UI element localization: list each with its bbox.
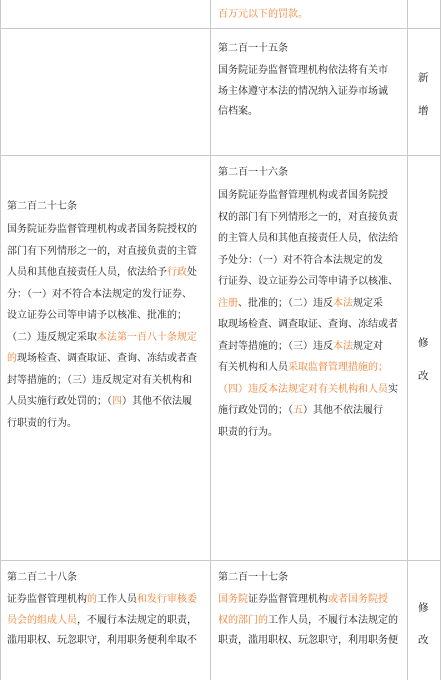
article-line xyxy=(218,422,398,444)
highlighted-change: 五 xyxy=(293,405,303,416)
row1-right-cell xyxy=(218,36,388,123)
article-line xyxy=(218,207,398,229)
text-segment: 工作人员，不履行本法规定的 xyxy=(268,614,398,626)
text-segment: 的主管人员和其他直接责任人员，依法给 xyxy=(218,233,398,244)
text-segment: 行证券、设立证券公司等申请予以核准、 xyxy=(218,276,398,287)
article-title: 第二百一十七条 xyxy=(218,572,288,583)
text-segment: 有关机构和人员 xyxy=(218,362,288,373)
article-line: 国务院证券监督管理机构依法将有关市 xyxy=(218,65,388,76)
article-line xyxy=(218,336,398,358)
article-line xyxy=(7,631,197,652)
article-line: 场主体遵守本法的情况纳入证券市场诚 xyxy=(218,85,388,97)
text-segment: 行职责的行为。 xyxy=(7,417,77,429)
highlighted-change: 的 xyxy=(87,594,97,605)
highlighted-change: 权的部门的 xyxy=(218,614,268,626)
highlighted-change: 本法第一百八十条规定 xyxy=(97,331,197,343)
article-line: 信档案。 xyxy=(218,106,258,117)
article-line xyxy=(218,590,398,611)
article-line xyxy=(218,379,398,401)
article-line xyxy=(7,413,197,435)
text-segment: 处 xyxy=(187,267,197,278)
column-divider-2 xyxy=(407,0,408,680)
article-title: 第二百一十六条 xyxy=(218,167,288,178)
highlighted-change: 本法 xyxy=(333,297,353,309)
article-line xyxy=(7,219,197,241)
article-line xyxy=(7,262,197,284)
text-segment: 职责，滥用职权、玩忽职守，利用职务便 xyxy=(218,635,398,646)
text-segment: 证券监督管理机构 xyxy=(7,594,87,605)
article-title: 第二百二十八条 xyxy=(7,572,77,583)
text-segment: 、批准的；（二）违反 xyxy=(238,297,333,309)
article-line xyxy=(218,228,398,250)
change-type-mark: 改 xyxy=(418,634,429,646)
change-type-mark: 新 xyxy=(418,72,429,84)
row-divider-2 xyxy=(0,155,441,156)
row-divider-1 xyxy=(0,28,441,29)
table-border-left xyxy=(0,0,1,680)
highlighted-change: 注册 xyxy=(218,297,238,309)
text-segment: 予处分：（一）对不符合本法规定的发 xyxy=(218,254,383,266)
text-segment: 职责的行为。 xyxy=(218,426,278,438)
text-segment: 国务院证券监督管理机构或者国务院授权的 xyxy=(7,224,197,235)
article-line xyxy=(218,185,398,207)
text-segment: 工作人员 xyxy=(97,594,137,605)
article-title: 第二百一十五条 xyxy=(218,43,288,54)
highlighted-change: 行政 xyxy=(167,267,187,278)
text-segment: 权的部门有下列情形之一的，对直接负责 xyxy=(218,211,398,223)
text-segment: （二）违反规定采取 xyxy=(7,331,97,343)
change-type-mark: 改 xyxy=(418,370,429,382)
text-segment: 部门有下列情形之一的，对直接负责的主管 xyxy=(7,245,197,257)
text-segment: 规定采 xyxy=(353,297,383,309)
row0-right-cell xyxy=(218,4,308,26)
row0-right-tail: 百万元以下的罚款。 xyxy=(218,9,308,20)
text-segment: 封等措施的；（三）违反规定对有关机构和 xyxy=(7,374,192,386)
text-segment: 查封等措施的；（三）违反 xyxy=(218,340,333,352)
row-divider-3 xyxy=(0,560,441,561)
row2-left-cell xyxy=(7,194,197,434)
article-line xyxy=(7,348,197,370)
highlighted-change: 本法 xyxy=(333,340,353,352)
change-type-mark: 修 xyxy=(418,337,429,349)
article-line xyxy=(7,590,197,611)
text-segment: 规定对 xyxy=(353,340,383,352)
article-line xyxy=(7,327,197,349)
text-segment: 证券监督管理机构 xyxy=(248,594,328,605)
row3-left-cell xyxy=(7,565,197,652)
article-title: 第二百二十七条 xyxy=(7,201,77,212)
highlighted-change: 的 xyxy=(7,353,17,364)
article-line xyxy=(218,271,398,293)
column-divider-1 xyxy=(210,0,211,680)
row2-right-cell xyxy=(218,160,398,443)
highlighted-change: 或者国务院授 xyxy=(328,594,388,605)
text-segment: 分：（一）对不符合本法规定的发行证券、 xyxy=(7,288,192,300)
highlighted-change: 采取监督管理措施的； xyxy=(288,362,388,373)
article-line xyxy=(7,611,197,632)
article-line xyxy=(7,305,197,327)
text-segment: 实 xyxy=(388,383,398,395)
text-segment: ）其他不依法履行 xyxy=(303,405,383,416)
text-segment: 设立证券公司等申请予以核准、批准的； xyxy=(7,310,187,321)
change-type-mark: 修 xyxy=(418,602,429,614)
article-line xyxy=(7,391,197,413)
article-line xyxy=(7,284,197,306)
article-line xyxy=(218,611,398,632)
article-line xyxy=(218,314,398,336)
text-segment: 施行政处罚的；（ xyxy=(218,405,293,416)
highlighted-change: 和发行审核委 xyxy=(137,594,197,605)
change-type-mark: 增 xyxy=(418,105,429,117)
text-segment: ）其他不依法履 xyxy=(122,396,192,407)
text-segment: 滥用职权、玩忽职守，利用职务便利牟取不 xyxy=(7,635,197,646)
highlighted-change: （四）违反本法规定对有关机构和人员 xyxy=(218,383,388,395)
highlighted-change: 四 xyxy=(112,396,122,407)
highlighted-change: 国务院 xyxy=(218,594,248,605)
article-line xyxy=(7,241,197,263)
highlighted-change: 员会的组成人员 xyxy=(7,614,77,626)
text-segment: 人员实施行政处罚的；（ xyxy=(7,396,112,407)
article-line xyxy=(7,370,197,392)
text-segment: 取现场检查、调查取证、查询、冻结或者 xyxy=(218,319,398,330)
row3-right-cell xyxy=(218,565,398,652)
article-line xyxy=(218,631,398,652)
article-line xyxy=(218,293,398,315)
text-segment: ，不履行本法规定的职责， xyxy=(77,614,197,626)
text-segment: 现场检查、调查取证、查询、冻结或者查 xyxy=(17,353,197,364)
article-line xyxy=(218,400,398,422)
text-segment: 人员和其他直接责任人员，依法给予 xyxy=(7,267,167,278)
article-line xyxy=(218,250,398,272)
article-line xyxy=(218,357,398,379)
text-segment: 国务院证券监督管理机构或者国务院授 xyxy=(218,190,388,201)
